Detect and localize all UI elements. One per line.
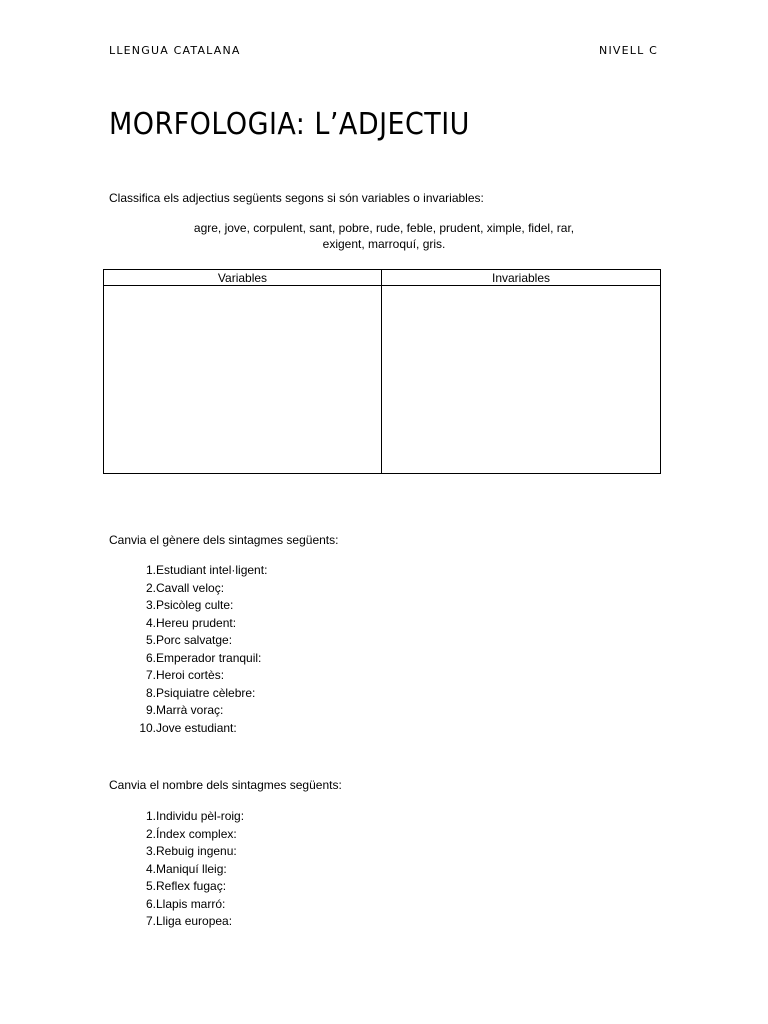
item-number: 1. [145,809,156,823]
list-item [130,632,267,650]
adjective-word-list [160,220,608,252]
item-text: Psiquiatre cèlebre: [156,685,256,700]
item-number: 9. [145,703,156,717]
item-text: Marrà voraç: [156,703,224,717]
item-text: Jove estudiant: [156,720,237,735]
table-cell-variables [104,286,382,473]
instruction-number: Canvia el nombre dels sintagmes següents: [109,778,342,792]
list-item [130,808,244,826]
item-number: 8. [145,685,156,700]
item-text: Porc salvatge: [156,633,233,647]
item-text: Emperador tranquil: [156,650,262,665]
list-item [130,667,267,685]
word-list-line-1: agre, jove, corpulent, sant, pobre, rude, feble, prudent, ximple, fidel, rar, [193,221,575,235]
item-number: 3. [145,598,156,612]
item-text: Reflex fugaç: [156,879,227,893]
list-item [130,562,267,580]
item-number: 3. [145,844,156,858]
item-number: 4. [145,861,156,876]
item-number: 7. [145,668,156,682]
list-item [130,826,244,844]
item-text: Psicòleg culte: [156,598,234,612]
item-text: Hereu prudent: [156,615,237,630]
table-header-variables: Variables [104,270,382,286]
header-level: NIVELL C [599,44,658,57]
header-subject: LLENGUA CATALANA [109,44,241,57]
item-text: Índex complex: [156,826,237,841]
item-text: Maniquí lleig: [156,861,227,876]
list-item [130,843,244,861]
instruction-classify: Classifica els adjectius següents segons si són variables o invariables: [109,191,484,205]
table-cell-invariables [382,286,660,473]
classification-table [103,269,661,474]
item-number: 10. [139,720,156,735]
list-item [130,861,244,879]
number-exercise-list [130,808,244,931]
list-item [130,913,244,931]
list-item [130,650,267,668]
list-item [130,580,267,598]
item-text: Llapis marró: [156,896,226,911]
item-text: Cavall veloç: [156,580,225,595]
item-text: Heroi cortès: [156,668,225,682]
list-item [130,615,267,633]
page-title: MORFOLOGIA: L’ADJECTIU [109,107,470,142]
list-item [130,685,267,703]
item-text: Lliga europea: [156,914,233,928]
item-number: 6. [145,896,156,911]
word-list-line-2: exigent, marroquí, gris. [322,237,446,251]
item-number: 5. [145,633,156,647]
item-number: 2. [145,580,156,595]
list-item [130,720,267,738]
item-text: Estudiant intel·ligent: [156,563,268,577]
item-number: 2. [145,826,156,841]
item-number: 1. [145,563,156,577]
list-item [130,878,244,896]
list-item [130,896,244,914]
item-text: Rebuig ingenu: [156,844,237,858]
table-header-invariables: Invariables [382,270,660,286]
instruction-gender: Canvia el gènere dels sintagmes següents: [109,533,339,547]
item-number: 4. [145,615,156,630]
item-text: Individu pèl-roig: [156,809,245,823]
list-item [130,702,267,720]
item-number: 5. [145,879,156,893]
gender-exercise-list [130,562,267,737]
item-number: 7. [145,914,156,928]
item-number: 6. [145,650,156,665]
list-item [130,597,267,615]
